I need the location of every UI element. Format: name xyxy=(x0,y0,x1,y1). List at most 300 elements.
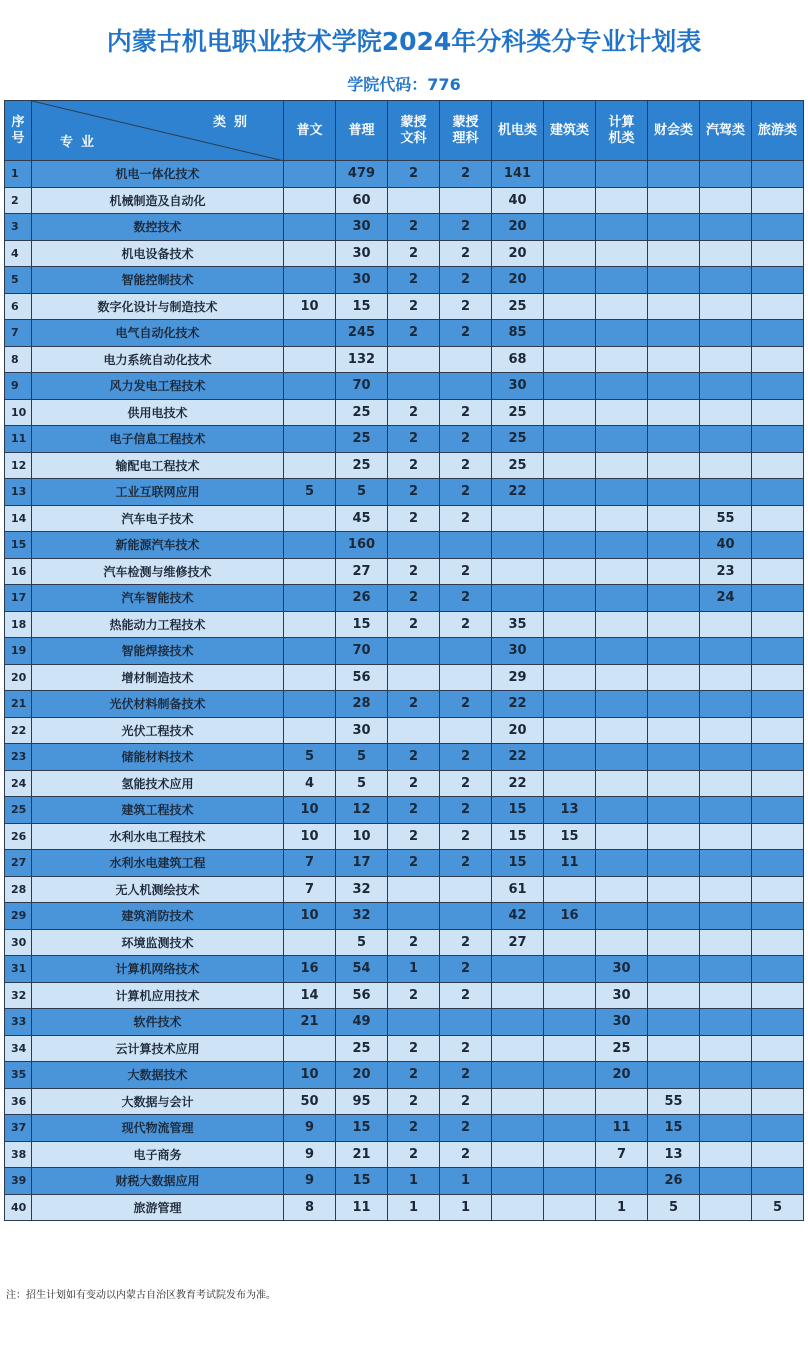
quota-cell: 2 xyxy=(440,744,492,771)
quota-cell xyxy=(544,558,596,585)
table-row xyxy=(5,1168,804,1195)
major-name: 环境监测技术 xyxy=(32,929,284,956)
major-name: 电子商务 xyxy=(32,1141,284,1168)
row-number: 31 xyxy=(5,956,32,983)
quota-cell xyxy=(752,664,804,691)
quota-cell: 56 xyxy=(336,664,388,691)
quota-cell: 10 xyxy=(284,903,336,930)
quota-cell: 5 xyxy=(752,1194,804,1221)
quota-cell xyxy=(388,717,440,744)
quota-cell xyxy=(648,505,700,532)
quota-cell: 2 xyxy=(440,293,492,320)
row-number: 28 xyxy=(5,876,32,903)
quota-cell xyxy=(752,1168,804,1195)
quota-cell xyxy=(700,850,752,877)
quota-cell xyxy=(648,850,700,877)
quota-cell xyxy=(648,373,700,400)
major-name: 机电一体化技术 xyxy=(32,161,284,188)
quota-cell xyxy=(596,611,648,638)
quota-cell: 20 xyxy=(492,214,544,241)
quota-cell: 5 xyxy=(284,479,336,506)
quota-cell xyxy=(596,373,648,400)
quota-cell xyxy=(492,1141,544,1168)
quota-cell: 4 xyxy=(284,770,336,797)
quota-cell: 2 xyxy=(440,850,492,877)
table-row xyxy=(5,346,804,373)
quota-cell xyxy=(284,187,336,214)
quota-cell xyxy=(544,585,596,612)
quota-cell: 141 xyxy=(492,161,544,188)
quota-cell xyxy=(648,611,700,638)
quota-cell: 1 xyxy=(596,1194,648,1221)
quota-cell: 2 xyxy=(388,1088,440,1115)
quota-cell: 2 xyxy=(388,691,440,718)
row-number: 16 xyxy=(5,558,32,585)
row-number: 2 xyxy=(5,187,32,214)
footnote: 注：招生计划如有变动以内蒙古自治区教育考试院发布为准。 xyxy=(6,1290,276,1301)
quota-cell xyxy=(648,161,700,188)
quota-cell xyxy=(596,187,648,214)
quota-cell: 2 xyxy=(388,585,440,612)
quota-cell xyxy=(648,479,700,506)
quota-cell: 2 xyxy=(388,1035,440,1062)
row-number: 15 xyxy=(5,532,32,559)
quota-cell: 15 xyxy=(492,850,544,877)
quota-cell xyxy=(596,691,648,718)
quota-cell: 2 xyxy=(440,426,492,453)
quota-cell: 25 xyxy=(336,452,388,479)
quota-cell xyxy=(700,664,752,691)
quota-cell: 5 xyxy=(336,929,388,956)
quota-cell xyxy=(752,1141,804,1168)
row-number: 26 xyxy=(5,823,32,850)
quota-cell: 70 xyxy=(336,373,388,400)
quota-cell xyxy=(752,903,804,930)
quota-cell xyxy=(596,770,648,797)
quota-cell: 30 xyxy=(596,956,648,983)
quota-cell: 27 xyxy=(336,558,388,585)
quota-cell xyxy=(648,823,700,850)
table-row xyxy=(5,1088,804,1115)
quota-cell xyxy=(700,320,752,347)
quota-cell xyxy=(284,161,336,188)
major-name: 新能源汽车技术 xyxy=(32,532,284,559)
quota-cell: 2 xyxy=(440,1062,492,1089)
row-number: 39 xyxy=(5,1168,32,1195)
quota-cell xyxy=(596,823,648,850)
quota-cell xyxy=(700,1088,752,1115)
quota-cell: 2 xyxy=(388,1115,440,1142)
row-number: 17 xyxy=(5,585,32,612)
quota-cell xyxy=(492,1009,544,1036)
college-code: 学院代码：776 xyxy=(347,75,461,94)
quota-cell xyxy=(492,1035,544,1062)
quota-cell: 7 xyxy=(596,1141,648,1168)
quota-cell xyxy=(388,373,440,400)
major-name: 汽车检测与维修技术 xyxy=(32,558,284,585)
quota-cell xyxy=(752,373,804,400)
table-row xyxy=(5,823,804,850)
header-col: 蒙授文科 xyxy=(388,101,440,161)
quota-cell: 2 xyxy=(440,797,492,824)
quota-cell: 2 xyxy=(388,982,440,1009)
row-number: 38 xyxy=(5,1141,32,1168)
quota-cell xyxy=(648,691,700,718)
quota-cell xyxy=(752,823,804,850)
major-name: 财税大数据应用 xyxy=(32,1168,284,1195)
quota-cell: 5 xyxy=(284,744,336,771)
quota-cell xyxy=(700,293,752,320)
quota-cell xyxy=(440,664,492,691)
quota-cell xyxy=(440,1009,492,1036)
quota-cell xyxy=(700,929,752,956)
quota-cell xyxy=(544,638,596,665)
quota-cell: 30 xyxy=(336,267,388,294)
quota-cell xyxy=(700,691,752,718)
quota-cell xyxy=(492,558,544,585)
quota-cell: 7 xyxy=(284,876,336,903)
quota-cell: 40 xyxy=(700,532,752,559)
quota-cell xyxy=(648,293,700,320)
major-name: 数控技术 xyxy=(32,214,284,241)
table-row xyxy=(5,1062,804,1089)
quota-cell xyxy=(648,240,700,267)
quota-cell: 28 xyxy=(336,691,388,718)
quota-cell: 2 xyxy=(440,399,492,426)
major-name: 氢能技术应用 xyxy=(32,770,284,797)
quota-cell: 2 xyxy=(440,691,492,718)
quota-cell xyxy=(492,1088,544,1115)
quota-cell xyxy=(700,267,752,294)
table-row xyxy=(5,585,804,612)
quota-cell: 25 xyxy=(492,452,544,479)
table-row xyxy=(5,797,804,824)
quota-cell: 2 xyxy=(440,558,492,585)
table-row xyxy=(5,850,804,877)
quota-cell xyxy=(544,770,596,797)
quota-cell: 11 xyxy=(336,1194,388,1221)
quota-cell: 20 xyxy=(492,240,544,267)
quota-cell xyxy=(544,611,596,638)
quota-cell xyxy=(284,532,336,559)
quota-cell xyxy=(388,903,440,930)
major-name: 计算机网络技术 xyxy=(32,956,284,983)
quota-cell: 2 xyxy=(440,214,492,241)
major-name: 大数据技术 xyxy=(32,1062,284,1089)
quota-cell xyxy=(544,1115,596,1142)
quota-cell: 45 xyxy=(336,505,388,532)
quota-cell xyxy=(700,823,752,850)
quota-cell: 2 xyxy=(440,1115,492,1142)
quota-cell: 30 xyxy=(336,240,388,267)
quota-cell xyxy=(700,161,752,188)
quota-cell: 32 xyxy=(336,876,388,903)
table-row xyxy=(5,611,804,638)
quota-cell: 16 xyxy=(544,903,596,930)
row-number: 35 xyxy=(5,1062,32,1089)
table-row xyxy=(5,982,804,1009)
quota-cell xyxy=(440,187,492,214)
quota-cell: 16 xyxy=(284,956,336,983)
quota-cell: 2 xyxy=(388,426,440,453)
row-number: 10 xyxy=(5,399,32,426)
major-name: 电子信息工程技术 xyxy=(32,426,284,453)
quota-cell: 2 xyxy=(388,161,440,188)
quota-cell xyxy=(648,797,700,824)
quota-cell xyxy=(700,1009,752,1036)
row-number: 12 xyxy=(5,452,32,479)
quota-cell: 30 xyxy=(596,982,648,1009)
quota-cell: 15 xyxy=(336,1168,388,1195)
quota-cell: 22 xyxy=(492,691,544,718)
quota-cell xyxy=(544,1141,596,1168)
row-number: 9 xyxy=(5,373,32,400)
quota-cell xyxy=(544,479,596,506)
quota-cell xyxy=(752,161,804,188)
quota-cell xyxy=(544,876,596,903)
quota-cell xyxy=(544,1062,596,1089)
quota-cell xyxy=(648,744,700,771)
quota-cell xyxy=(648,929,700,956)
quota-cell: 22 xyxy=(492,744,544,771)
table-row xyxy=(5,373,804,400)
major-name: 智能焊接技术 xyxy=(32,638,284,665)
quota-cell: 10 xyxy=(284,823,336,850)
header-col: 建筑类 xyxy=(544,101,596,161)
diagonal-line xyxy=(32,101,284,161)
quota-cell xyxy=(752,1035,804,1062)
quota-cell: 2 xyxy=(388,611,440,638)
quota-cell: 54 xyxy=(336,956,388,983)
header-col: 普文 xyxy=(284,101,336,161)
quota-cell xyxy=(388,638,440,665)
quota-cell: 13 xyxy=(648,1141,700,1168)
quota-cell xyxy=(596,214,648,241)
quota-cell xyxy=(284,929,336,956)
row-number: 27 xyxy=(5,850,32,877)
quota-cell: 2 xyxy=(440,505,492,532)
quota-cell xyxy=(284,558,336,585)
major-name: 工业互联网应用 xyxy=(32,479,284,506)
row-number: 20 xyxy=(5,664,32,691)
quota-cell: 26 xyxy=(648,1168,700,1195)
quota-cell: 7 xyxy=(284,850,336,877)
quota-cell: 49 xyxy=(336,1009,388,1036)
quota-cell xyxy=(752,558,804,585)
quota-cell: 2 xyxy=(440,240,492,267)
header-col: 汽驾类 xyxy=(700,101,752,161)
quota-cell: 1 xyxy=(440,1168,492,1195)
quota-cell xyxy=(492,1115,544,1142)
quota-cell xyxy=(544,929,596,956)
quota-cell: 5 xyxy=(336,479,388,506)
major-name: 储能材料技术 xyxy=(32,744,284,771)
quota-cell xyxy=(752,1115,804,1142)
header-col: 财会类 xyxy=(648,101,700,161)
row-number: 21 xyxy=(5,691,32,718)
quota-cell: 2 xyxy=(388,1062,440,1089)
quota-cell: 2 xyxy=(440,823,492,850)
quota-cell xyxy=(596,903,648,930)
quota-cell xyxy=(700,1062,752,1089)
major-name: 智能控制技术 xyxy=(32,267,284,294)
major-name: 云计算技术应用 xyxy=(32,1035,284,1062)
major-name: 现代物流管理 xyxy=(32,1115,284,1142)
quota-cell: 9 xyxy=(284,1141,336,1168)
row-number: 1 xyxy=(5,161,32,188)
quota-cell: 2 xyxy=(440,929,492,956)
table-row xyxy=(5,293,804,320)
quota-cell: 8 xyxy=(284,1194,336,1221)
quota-cell: 2 xyxy=(440,479,492,506)
table-row xyxy=(5,717,804,744)
quota-cell: 60 xyxy=(336,187,388,214)
quota-cell xyxy=(544,426,596,453)
quota-cell xyxy=(544,1009,596,1036)
quota-cell xyxy=(700,426,752,453)
quota-cell: 30 xyxy=(336,717,388,744)
quota-cell xyxy=(752,532,804,559)
major-name: 旅游管理 xyxy=(32,1194,284,1221)
quota-cell xyxy=(544,982,596,1009)
quota-cell xyxy=(700,399,752,426)
quota-cell xyxy=(284,240,336,267)
quota-cell xyxy=(700,956,752,983)
quota-cell xyxy=(284,426,336,453)
quota-cell: 55 xyxy=(700,505,752,532)
quota-cell xyxy=(700,452,752,479)
quota-cell xyxy=(544,956,596,983)
quota-cell xyxy=(648,982,700,1009)
quota-cell: 25 xyxy=(492,426,544,453)
quota-cell xyxy=(544,717,596,744)
quota-cell xyxy=(752,505,804,532)
quota-cell: 5 xyxy=(648,1194,700,1221)
table-row xyxy=(5,638,804,665)
row-number: 24 xyxy=(5,770,32,797)
table-row xyxy=(5,452,804,479)
quota-cell xyxy=(700,744,752,771)
major-name: 水利水电工程技术 xyxy=(32,823,284,850)
quota-cell xyxy=(648,1009,700,1036)
quota-cell: 30 xyxy=(492,373,544,400)
table-row xyxy=(5,320,804,347)
quota-cell xyxy=(700,876,752,903)
major-name: 机电设备技术 xyxy=(32,240,284,267)
quota-cell xyxy=(700,346,752,373)
quota-cell: 11 xyxy=(596,1115,648,1142)
page-title: 内蒙古机电职业技术学院2024年分科类分专业计划表 xyxy=(106,27,702,56)
quota-cell xyxy=(388,532,440,559)
table-row xyxy=(5,876,804,903)
quota-cell: 2 xyxy=(440,585,492,612)
table-row xyxy=(5,1035,804,1062)
quota-cell xyxy=(700,1168,752,1195)
quota-cell xyxy=(492,1194,544,1221)
major-name: 大数据与会计 xyxy=(32,1088,284,1115)
quota-cell xyxy=(596,452,648,479)
quota-cell: 479 xyxy=(336,161,388,188)
quota-cell: 2 xyxy=(388,399,440,426)
row-number: 5 xyxy=(5,267,32,294)
plan-table xyxy=(4,100,804,1221)
quota-cell xyxy=(492,982,544,1009)
table-row xyxy=(5,558,804,585)
quota-cell: 10 xyxy=(336,823,388,850)
quota-cell: 10 xyxy=(284,797,336,824)
table-row xyxy=(5,399,804,426)
quota-cell: 2 xyxy=(388,1141,440,1168)
major-name: 汽车电子技术 xyxy=(32,505,284,532)
quota-cell: 22 xyxy=(492,479,544,506)
quota-cell: 1 xyxy=(388,1168,440,1195)
quota-cell xyxy=(752,320,804,347)
quota-cell: 1 xyxy=(440,1194,492,1221)
quota-cell: 2 xyxy=(440,611,492,638)
quota-cell: 30 xyxy=(596,1009,648,1036)
table-row xyxy=(5,903,804,930)
row-number: 18 xyxy=(5,611,32,638)
quota-cell xyxy=(648,346,700,373)
quota-cell xyxy=(752,1009,804,1036)
header-col: 普理 xyxy=(336,101,388,161)
quota-cell: 25 xyxy=(492,293,544,320)
table-row xyxy=(5,426,804,453)
quota-cell xyxy=(648,320,700,347)
row-number: 36 xyxy=(5,1088,32,1115)
quota-cell xyxy=(700,797,752,824)
quota-cell xyxy=(544,293,596,320)
quota-cell: 15 xyxy=(492,797,544,824)
quota-cell: 2 xyxy=(388,214,440,241)
row-number: 22 xyxy=(5,717,32,744)
quota-cell: 245 xyxy=(336,320,388,347)
major-name: 计算机应用技术 xyxy=(32,982,284,1009)
quota-cell xyxy=(752,1088,804,1115)
row-number: 32 xyxy=(5,982,32,1009)
row-number: 33 xyxy=(5,1009,32,1036)
quota-cell: 20 xyxy=(492,267,544,294)
quota-cell: 20 xyxy=(492,717,544,744)
major-name: 光伏材料制备技术 xyxy=(32,691,284,718)
quota-cell xyxy=(648,1035,700,1062)
quota-cell xyxy=(284,399,336,426)
quota-cell: 15 xyxy=(544,823,596,850)
quota-cell xyxy=(700,982,752,1009)
quota-cell xyxy=(284,611,336,638)
table-row xyxy=(5,479,804,506)
quota-cell xyxy=(648,532,700,559)
quota-cell xyxy=(596,532,648,559)
table-row xyxy=(5,1115,804,1142)
quota-cell: 11 xyxy=(544,850,596,877)
quota-cell: 23 xyxy=(700,558,752,585)
quota-cell: 30 xyxy=(492,638,544,665)
quota-cell xyxy=(752,585,804,612)
quota-cell xyxy=(440,903,492,930)
row-number: 4 xyxy=(5,240,32,267)
quota-cell xyxy=(544,346,596,373)
major-name: 机械制造及自动化 xyxy=(32,187,284,214)
quota-cell xyxy=(700,479,752,506)
quota-cell: 29 xyxy=(492,664,544,691)
quota-cell: 2 xyxy=(388,479,440,506)
quota-cell xyxy=(596,505,648,532)
quota-cell: 15 xyxy=(648,1115,700,1142)
quota-cell xyxy=(492,585,544,612)
quota-cell: 9 xyxy=(284,1115,336,1142)
quota-cell: 2 xyxy=(440,982,492,1009)
